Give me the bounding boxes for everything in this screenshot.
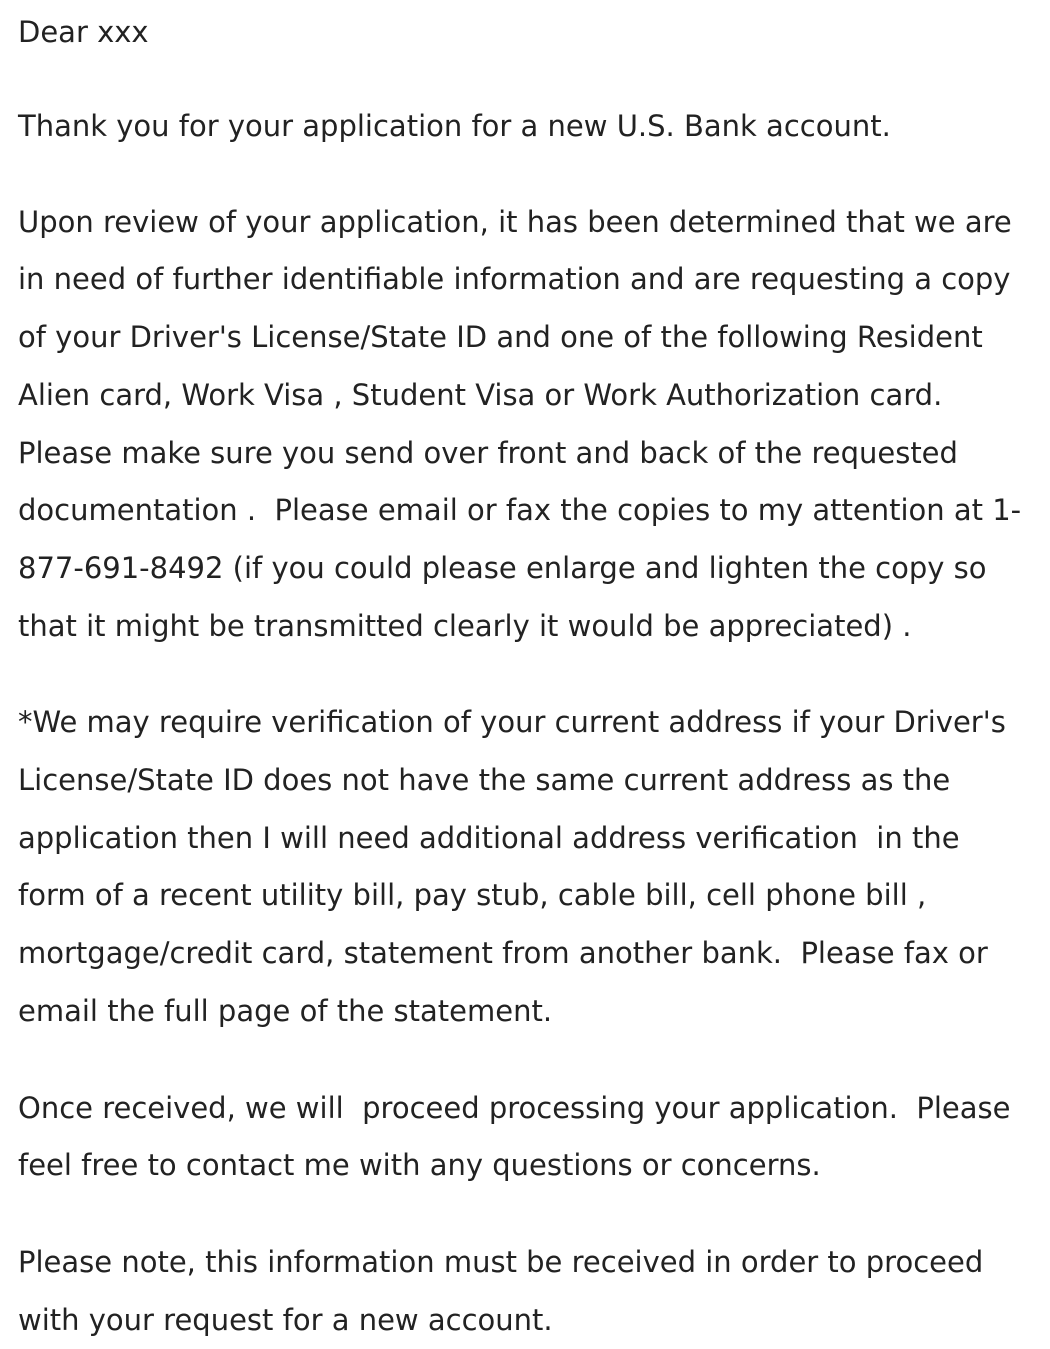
email-paragraph-document-request [18, 194, 1050, 656]
email-paragraph-processing [18, 1080, 1050, 1195]
text-line: mortgage/credit card, statement from another bank. Please fax or [18, 936, 988, 971]
text-line: Once received, we will proceed processing your application. Please [18, 1090, 1011, 1125]
text-line: *We may require verification of your current address if your Driver's [18, 705, 1006, 740]
text-line: Upon review of your application, it has been determined that we are [18, 204, 1012, 239]
text-line: in need of further identifiable information and are requesting a copy [18, 262, 1011, 297]
text-line: of your Driver's License/State ID and one of the following Resident [18, 320, 983, 355]
text-line: Please make sure you send over front and back of the requested [18, 435, 958, 470]
text-line: application then I will need additional address verification in the [18, 820, 960, 855]
text-line: email the full page of the statement. [18, 993, 553, 1028]
text-line: form of a recent utility bill, pay stub, cable bill, cell phone bill , [18, 878, 927, 913]
text-line: License/State ID does not have the same current address as the [18, 763, 951, 798]
email-paragraph-address-verification [18, 694, 1050, 1040]
text-line: feel free to contact me with any questions or concerns. [18, 1148, 821, 1183]
text-line: that it might be transmitted clearly it would be appreciated) . [18, 608, 912, 643]
email-greeting: Dear xxx [18, 15, 149, 49]
text-line: Please note, this information must be received in order to proceed [18, 1244, 984, 1279]
text-line: documentation . Please email or fax the copies to my attention at 1- [18, 493, 1022, 528]
text-line: 877-691-8492 (if you could please enlarge and lighten the copy so [18, 550, 987, 585]
email-paragraph-note [18, 1234, 1050, 1349]
email-paragraph-thank-you [18, 98, 1050, 156]
text-line: Thank you for your application for a new U.S. Bank account. [18, 109, 891, 143]
text-line: Alien card, Work Visa , Student Visa or Work Authorization card. [18, 377, 943, 412]
text-line: with your request for a new account. [18, 1302, 553, 1337]
